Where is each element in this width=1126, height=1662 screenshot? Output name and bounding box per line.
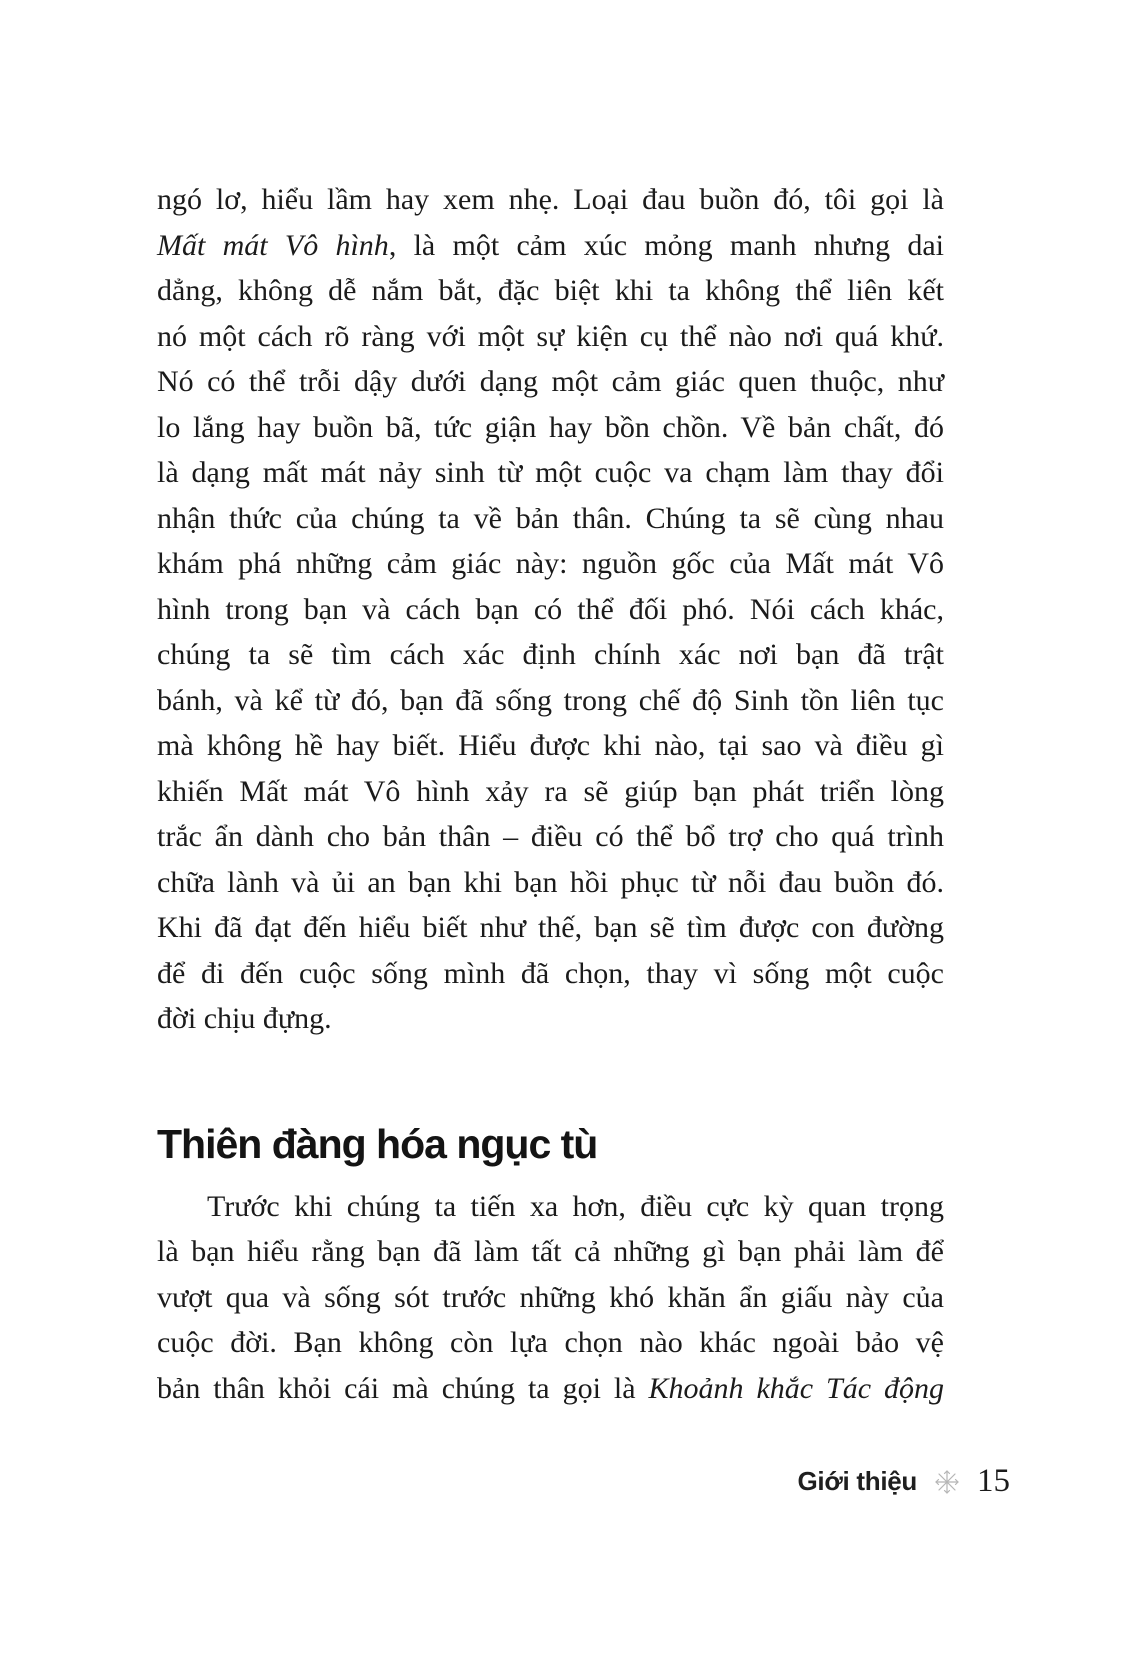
section-heading: Thiên đàng hóa ngục tù (157, 1120, 598, 1167)
text-line: Khi đã đạt đến hiểu biết như thế, bạn sẽ tìm được con đường (157, 911, 944, 944)
text-line: là dạng mất mát nảy sinh từ một cuộc va chạm làm thay đổi (157, 456, 944, 489)
text-line: nó một cách rõ ràng với một sự kiện cụ thể nào nơi quá khứ. (157, 319, 944, 353)
text-line: khám phá những cảm giác này: nguồn gốc của Mất mát Vô (157, 547, 944, 580)
text-line: Nó có thể trỗi dậy dưới dạng một cảm giác quen thuộc, như (157, 365, 944, 398)
text-column (157, 177, 944, 1411)
footer-page-number: 15 (977, 1463, 1010, 1499)
text-line: để đi đến cuộc sống mình đã chọn, thay vì sống một cuộc (157, 956, 944, 990)
snowflake-ornament-icon (933, 1468, 961, 1496)
text-line: trắc ẩn dành cho bản thân – điều có thể bổ trợ cho quá trình (157, 820, 944, 853)
text-line: đời chịu đựng. (157, 1002, 332, 1035)
text-line: hình trong bạn và cách bạn có thể đối phó. Nói cách khác, (157, 592, 944, 626)
text-line: là bạn hiểu rằng bạn đã làm tất cả những gì bạn phải làm để (157, 1235, 944, 1268)
text-line: bánh, và kể từ đó, bạn đã sống trong chế độ Sinh tồn liên tục (157, 683, 944, 717)
text-line: lo lắng hay buồn bã, tức giận hay bồn chồn. Về bản chất, đó (157, 410, 944, 444)
text-line: bản thân khỏi cái mà chúng ta gọi là Khoảnh khắc Tác động (157, 1371, 944, 1405)
running-footer (0, 1463, 1010, 1500)
text-line: cuộc đời. Bạn không còn lựa chọn nào khác ngoài bảo vệ (157, 1326, 944, 1359)
text-line: vượt qua và sống sót trước những khó khăn ẩn giấu này của (157, 1280, 944, 1314)
paragraph-after-heading (157, 1184, 944, 1412)
text-line: khiến Mất mát Vô hình xảy ra sẽ giúp bạn phát triển lòng (157, 774, 944, 808)
text-line: chữa lành và ủi an bạn khi bạn hồi phục từ nỗi đau buồn đó. (157, 865, 944, 899)
text-line: Mất mát Vô hình, là một cảm xúc mỏng manh nhưng dai (157, 228, 944, 262)
text-line: mà không hề hay biết. Hiểu được khi nào, tại sao và điều gì (157, 729, 944, 762)
text-line: Trước khi chúng ta tiến xa hơn, điều cực kỳ quan trọng (207, 1189, 944, 1223)
text-line: chúng ta sẽ tìm cách xác định chính xác nơi bạn đã trật (157, 638, 944, 671)
footer-section-label: Giới thiệu (797, 1466, 917, 1496)
paragraph-opening (157, 177, 944, 1042)
text-line: dẳng, không dễ nắm bắt, đặc biệt khi ta không thể liên kết (157, 274, 944, 307)
text-line: ngó lơ, hiểu lầm hay xem nhẹ. Loại đau buồn đó, tôi gọi là (157, 183, 944, 216)
text-line: nhận thức của chúng ta về bản thân. Chúng ta sẽ cùng nhau (157, 501, 944, 535)
